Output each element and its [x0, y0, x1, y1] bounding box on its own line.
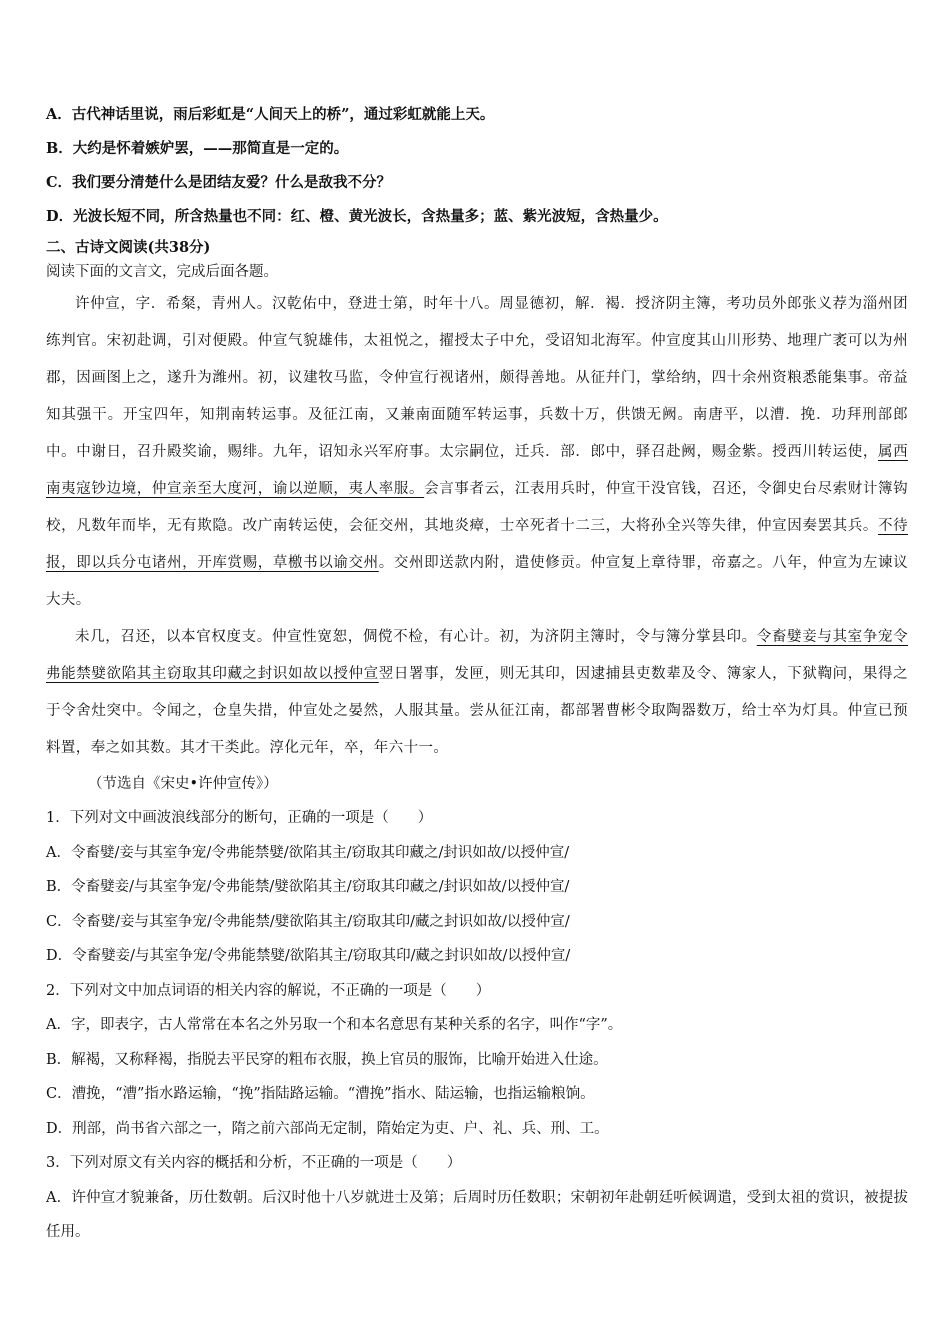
- question-option: B．令畜嬖妾/与其室争宠/令弗能禁/嬖欲陷其主/窃取其印藏之/封识如故/以授仲宣/: [46, 879, 570, 895]
- option-c: C．我们要分清楚什么是团结友爱？什么是敌我不分？: [46, 174, 392, 191]
- question-2: [46, 974, 908, 1147]
- question-option: D．刑部，尚书省六部之一，隋之前六部尚无定制，隋始定为吏、户、礼、兵、刑、工。: [46, 1120, 609, 1137]
- question-option: C．漕挽，“漕”指水路运输，“挽”指陆路运输。“漕挽”指水、陆运输，也指运输粮饷。: [46, 1086, 595, 1102]
- question-option: A．令畜嬖/妾与其室争宠/令弗能禁嬖/欲陷其主/窃取其印藏之/封识如故/以授仲宣/: [46, 844, 570, 861]
- passage-source: （节选自《宋史•许仲宣传》）: [88, 776, 278, 792]
- passage-text: 未几，召还，以本官权度支。仲宣性宽恕，倜傥不检，有心计。初，为济阴主簿时，令与簿分掌县印。: [75, 629, 757, 645]
- question-3: [46, 1146, 908, 1250]
- passage-text: 许仲宣，字．希粲，青州人。汉乾佑中，登进士第，时年十八。周显德初，解．褐．授济阴主簿，考功员外郎张义荐为淄州团练判官。宋初赴调，引对便殿。仲宣气貌雄伟，太祖悦之，擢授太子中允，受诏知北海军。仲宣度其山川形势、地理广袤可以为州郡，因画图上之，遂升为潍州。初，议建牧马监，令仲宣行视诸州，颇得善地。从征幷门，掌给纳，四十余州资粮悉能集事。帝益知其强干。开宝四年，知荆南转运事。及征江南，又兼南面随军转运事，兵数十万，供馈无阙。南唐平，以漕．挽．功拜刑部郎中。中谢日，召升殿奖谕，赐绯。九年，诏知永兴军府事。太宗嗣位，迁兵．部．郎中，驿召赴阙，赐金紫。授西川转运使，: [46, 296, 908, 460]
- passage-text: 翌日署事，发匣，则无其印，因逮捕县吏数辈及令、簿家人，下狱鞫问，果得之于令舍灶突中。令闻之，仓皇失措，仲宣处之晏然，人服其量。尝从征江南，都部署曹彬令取陶器数万，给士卒为灯具。仲宣已预料置，奉之如其数。其才干类此。淳化元年，卒，年六十一。: [46, 666, 908, 756]
- question-option: A．字，即表字，古人常常在本名之外另取一个和本名意思有某种关系的名字，叫作“字”。: [46, 1017, 623, 1033]
- question-stem: 2．下列对文中加点词语的相关内容的解说，不正确的一项是（ ）: [46, 982, 491, 999]
- section-title: 二、古诗文阅读(共38分): [46, 239, 211, 256]
- top-options: [46, 98, 908, 234]
- exam-page: [46, 98, 908, 1250]
- passage-paragraph-1: [46, 286, 908, 619]
- option-d: D．光波长短不同，所含热量也不同：红、橙、黄光波长，含热量多；蓝、紫光波短，含热量少。: [46, 208, 668, 225]
- option-b: B．大约是怀着嫉妒罢，——那简直是一定的。: [46, 140, 349, 157]
- section-instruction: 阅读下面的文言文，完成后面各题。: [46, 264, 278, 280]
- passage-underlined-text: 属西南夷寇钞边境，仲宣亲至大度河，谕以逆顺，夷人率服。: [46, 444, 908, 497]
- passage-text: 。交州即送款内附，遣使修贡。仲宣复上章待罪，帝嘉之。八年，仲宣为左谏议大夫。: [46, 555, 908, 608]
- passage-paragraph-2: [46, 619, 908, 767]
- question-option: C．令畜嬖/妾与其室争宠/令弗能禁/嬖欲陷其主/窃取其印/藏之封识如故/以授仲宣/: [46, 913, 570, 930]
- question-option: D．令畜嬖妾/与其室争宠/令弗能禁嬖/欲陷其主/窃取其印/藏之封识如故/以授仲宣/: [46, 948, 571, 964]
- passage-underlined-text: 不待报，即以兵分屯诸州，开库赏赐，草檄书以谕交州: [46, 518, 908, 571]
- question-stem: 3．下列对原文有关内容的概括和分析，不正确的一项是（ ）: [46, 1155, 462, 1171]
- question-option: A．许仲宣才貌兼备，历仕数朝。后汉时他十八岁就进士及第；后周时历任数职；宋朝初年赴朝廷听候调遣，受到太祖的赏识，被提拔任用。: [46, 1189, 908, 1240]
- option-a: A．古代神话里说，雨后彩虹是“人间天上的桥”，通过彩虹就能上天。: [46, 106, 495, 123]
- passage-text: 会言事者云，江表用兵时，仲宣干没官钱，召还，令御史台尽索财计簿钩校，凡数年而毕，无有欺隐。改广南转运使，会征交州，其地炎瘴，士卒死者十二三，大将孙全兴等失律，仲宣因奏罢其兵。: [46, 481, 909, 534]
- passage-underlined-text: 令畜嬖妾与其室争宠令弗能禁嬖欲陷其主窃取其印藏之封识如故以授仲宣: [46, 629, 908, 682]
- question-option: B．解褐，又称释褐，指脱去平民穿的粗布衣服，换上官员的服饰，比喻开始进入仕途。: [46, 1051, 608, 1068]
- question-stem: 1．下列对文中画波浪线部分的断句，正确的一项是（ ）: [46, 810, 433, 826]
- question-1: [46, 801, 908, 974]
